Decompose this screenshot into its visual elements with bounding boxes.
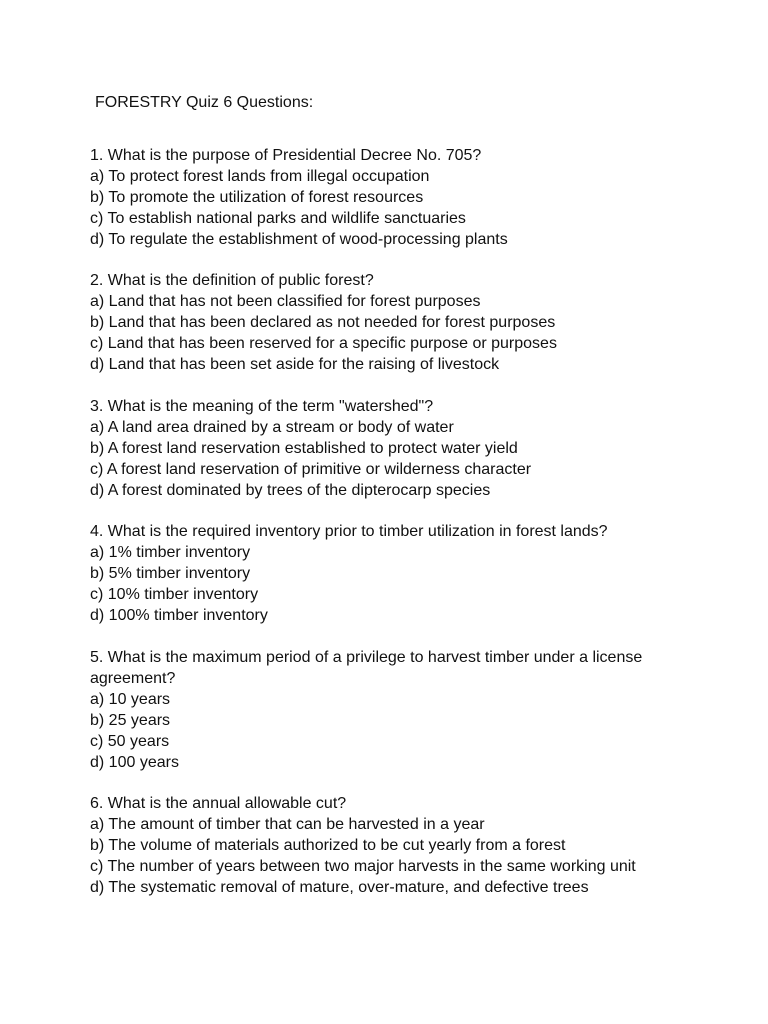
question-prompt: 5. What is the maximum period of a privilege to harvest timber under a license <box>90 649 643 666</box>
answer-option-a: a) 1% timber inventory <box>90 544 251 561</box>
answer-option-c: c) 50 years <box>90 733 170 750</box>
document-title: FORESTRY Quiz 6 Questions: <box>95 94 314 111</box>
answer-option-a: a) A land area drained by a stream or body of water <box>90 419 454 436</box>
answer-option-d: d) The systematic removal of mature, over-mature, and defective trees <box>90 879 589 896</box>
question-prompt: 3. What is the meaning of the term "watershed"? <box>90 398 434 415</box>
answer-option-b: b) A forest land reservation established to protect water yield <box>90 440 518 457</box>
answer-option-c: c) 10% timber inventory <box>90 586 259 603</box>
answer-option-d: d) 100 years <box>90 754 179 771</box>
question-prompt: 1. What is the purpose of Presidential Decree No. 705? <box>90 147 482 164</box>
question-4 <box>90 521 690 626</box>
question-prompt: 6. What is the annual allowable cut? <box>90 795 347 812</box>
question-3 <box>90 396 690 501</box>
question-prompt-continued: agreement? <box>90 670 176 687</box>
answer-option-b: b) Land that has been declared as not needed for forest purposes <box>90 314 556 331</box>
question-1 <box>90 145 690 250</box>
answer-option-b: b) The volume of materials authorized to be cut yearly from a forest <box>90 837 566 854</box>
answer-option-a: a) The amount of timber that can be harvested in a year <box>90 816 485 833</box>
answer-option-b: b) To promote the utilization of forest resources <box>90 189 424 206</box>
answer-option-c: c) Land that has been reserved for a specific purpose or purposes <box>90 335 557 352</box>
question-6 <box>90 793 690 898</box>
answer-option-c: c) A forest land reservation of primitive or wilderness character <box>90 461 532 478</box>
question-prompt: 2. What is the definition of public forest? <box>90 272 374 289</box>
answer-option-c: c) The number of years between two major harvests in the same working unit <box>90 858 636 875</box>
answer-option-a: a) 10 years <box>90 691 171 708</box>
answer-option-a: a) Land that has not been classified for forest purposes <box>90 293 481 310</box>
question-5 <box>90 647 690 773</box>
question-prompt: 4. What is the required inventory prior to timber utilization in forest lands? <box>90 523 608 540</box>
answer-option-b: b) 5% timber inventory <box>90 565 251 582</box>
answer-option-d: d) Land that has been set aside for the raising of livestock <box>90 356 500 373</box>
answer-option-d: d) A forest dominated by trees of the dipterocarp species <box>90 482 491 499</box>
answer-option-b: b) 25 years <box>90 712 171 729</box>
answer-option-d: d) 100% timber inventory <box>90 607 268 624</box>
answer-option-c: c) To establish national parks and wildlife sanctuaries <box>90 210 466 227</box>
answer-option-a: a) To protect forest lands from illegal occupation <box>90 168 430 185</box>
question-2 <box>90 270 690 375</box>
answer-option-d: d) To regulate the establishment of wood-processing plants <box>90 231 508 248</box>
